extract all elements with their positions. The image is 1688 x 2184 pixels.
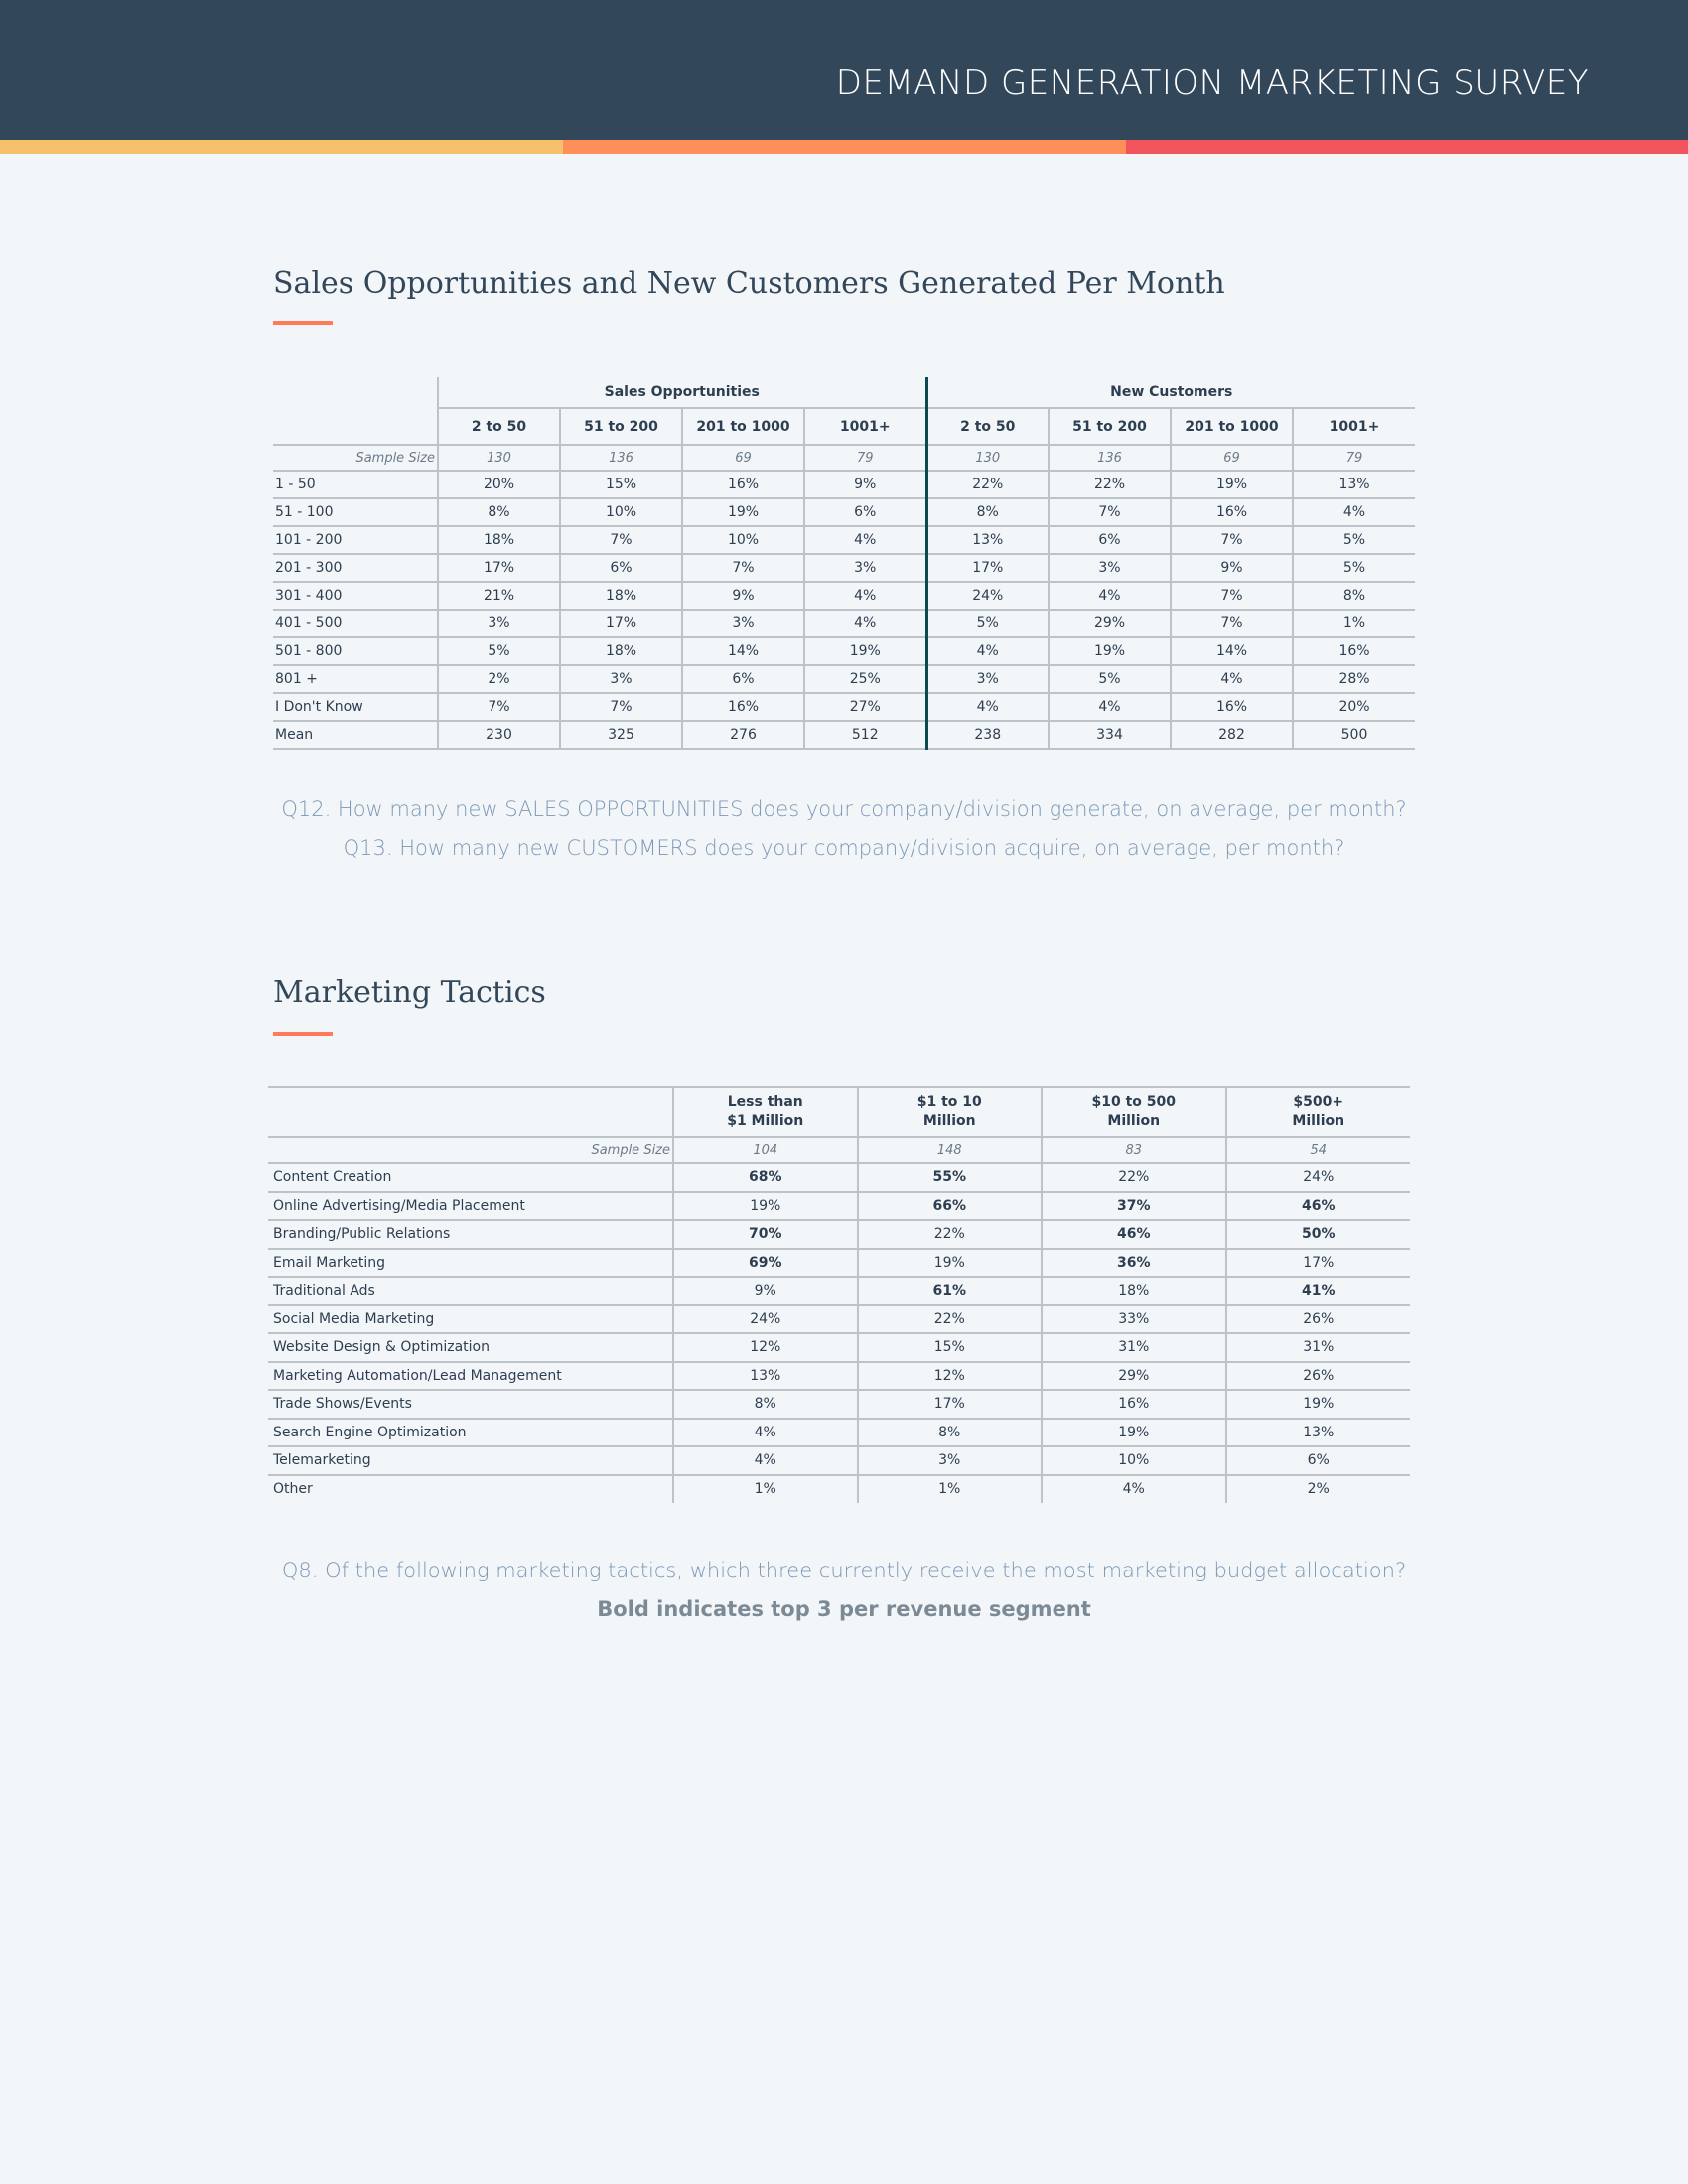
table-cell: 7% xyxy=(1049,498,1171,526)
table-cell: 10% xyxy=(1042,1446,1226,1475)
page-header xyxy=(0,0,1688,140)
table-cell: 66% xyxy=(858,1192,1043,1221)
group-header-row xyxy=(273,377,1415,408)
table-cell: 3% xyxy=(858,1446,1043,1475)
row-label: Telemarketing xyxy=(268,1446,673,1475)
column-header: $10 to 500 Million xyxy=(1042,1087,1226,1137)
column-header: 1001+ xyxy=(1293,408,1415,445)
table-cell: 4% xyxy=(1042,1475,1226,1504)
table-cell: 16% xyxy=(682,693,804,721)
row-label: Email Marketing xyxy=(268,1249,673,1278)
table-cell: 8% xyxy=(438,498,560,526)
table-cell: 5% xyxy=(926,610,1049,637)
table-row xyxy=(268,1475,1410,1504)
table-row xyxy=(273,498,1415,526)
table-row xyxy=(273,610,1415,637)
row-label: 501 - 800 xyxy=(273,637,438,665)
table-cell: 37% xyxy=(1042,1192,1226,1221)
table-cell: 19% xyxy=(673,1192,858,1221)
table-cell: 16% xyxy=(1171,693,1293,721)
table-cell: 10% xyxy=(682,526,804,554)
table-cell: 12% xyxy=(858,1362,1043,1391)
table-cell: 4% xyxy=(804,582,926,610)
row-label: Search Engine Optimization xyxy=(268,1419,673,1447)
table-cell: 19% xyxy=(858,1249,1043,1278)
row-label: Social Media Marketing xyxy=(268,1305,673,1334)
table-cell: 15% xyxy=(858,1333,1043,1362)
table-cell: 7% xyxy=(1171,526,1293,554)
column-header: 201 to 1000 xyxy=(682,408,804,445)
table-cell: 334 xyxy=(1049,721,1171,749)
table-cell: 16% xyxy=(1293,637,1415,665)
table-row xyxy=(273,582,1415,610)
column-header: Less than $1 Million xyxy=(673,1087,858,1137)
sample-size-row xyxy=(268,1137,1410,1163)
table-cell: 2% xyxy=(1226,1475,1411,1504)
table-row xyxy=(273,471,1415,498)
table-cell: 25% xyxy=(804,665,926,693)
column-header: 51 to 200 xyxy=(560,408,682,445)
table-cell: 50% xyxy=(1226,1220,1411,1249)
table-cell: 24% xyxy=(1226,1163,1411,1192)
row-label: 401 - 500 xyxy=(273,610,438,637)
table-cell: 19% xyxy=(1042,1419,1226,1447)
table-cell: 15% xyxy=(560,471,682,498)
table-cell: 500 xyxy=(1293,721,1415,749)
table-row xyxy=(273,665,1415,693)
table-cell: 4% xyxy=(673,1446,858,1475)
column-header-row xyxy=(268,1087,1410,1137)
table-cell: 5% xyxy=(438,637,560,665)
table-cell: 12% xyxy=(673,1333,858,1362)
sample-size-value: 130 xyxy=(926,445,1049,471)
table-cell: 325 xyxy=(560,721,682,749)
table-cell: 4% xyxy=(926,637,1049,665)
table-cell: 18% xyxy=(560,582,682,610)
table-cell: 13% xyxy=(1293,471,1415,498)
table-cell: 7% xyxy=(1171,610,1293,637)
table-cell: 1% xyxy=(858,1475,1043,1504)
row-label: 1 - 50 xyxy=(273,471,438,498)
table-cell: 7% xyxy=(438,693,560,721)
table-cell: 6% xyxy=(804,498,926,526)
table-row xyxy=(268,1419,1410,1447)
column-header: $500+ Million xyxy=(1226,1087,1411,1137)
table-cell: 26% xyxy=(1226,1362,1411,1391)
table-cell: 8% xyxy=(926,498,1049,526)
table-cell: 5% xyxy=(1293,526,1415,554)
column-header: 2 to 50 xyxy=(438,408,560,445)
table-cell: 3% xyxy=(926,665,1049,693)
table-cell: 512 xyxy=(804,721,926,749)
table-cell: 16% xyxy=(1171,498,1293,526)
table-cell: 36% xyxy=(1042,1249,1226,1278)
table-cell: 7% xyxy=(560,526,682,554)
table-cell: 24% xyxy=(926,582,1049,610)
table-row xyxy=(268,1192,1410,1221)
table-cell: 3% xyxy=(804,554,926,582)
table-cell: 17% xyxy=(1226,1249,1411,1278)
row-label: Mean xyxy=(273,721,438,749)
table-row xyxy=(273,721,1415,749)
section2-caption-note: Bold indicates top 3 per revenue segment xyxy=(597,1597,1091,1621)
table-cell: 29% xyxy=(1042,1362,1226,1391)
table-cell: 28% xyxy=(1293,665,1415,693)
table-row xyxy=(273,554,1415,582)
table-cell: 14% xyxy=(1171,637,1293,665)
table-cell: 19% xyxy=(1171,471,1293,498)
table-cell: 1% xyxy=(1293,610,1415,637)
sample-size-value: 79 xyxy=(1293,445,1415,471)
table-cell: 46% xyxy=(1226,1192,1411,1221)
column-header: 1001+ xyxy=(804,408,926,445)
row-label: I Don't Know xyxy=(273,693,438,721)
table-cell: 22% xyxy=(1042,1163,1226,1192)
table-cell: 16% xyxy=(682,471,804,498)
table-row xyxy=(268,1333,1410,1362)
table-cell: 13% xyxy=(926,526,1049,554)
section1-caption-q12: Q12. How many new SALES OPPORTUNITIES does your company/division generate, on average, per month? xyxy=(281,797,1407,821)
table-cell: 20% xyxy=(438,471,560,498)
table-cell: 3% xyxy=(560,665,682,693)
table-cell: 21% xyxy=(438,582,560,610)
table-cell: 19% xyxy=(804,637,926,665)
table-cell: 18% xyxy=(1042,1277,1226,1305)
table-cell: 70% xyxy=(673,1220,858,1249)
table-cell: 230 xyxy=(438,721,560,749)
table-cell: 7% xyxy=(1171,582,1293,610)
sample-size-value: 54 xyxy=(1226,1137,1411,1163)
table-cell: 46% xyxy=(1042,1220,1226,1249)
table-cell: 5% xyxy=(1049,665,1171,693)
group-new-customers: New Customers xyxy=(926,377,1415,408)
table-cell: 29% xyxy=(1049,610,1171,637)
row-label: 801 + xyxy=(273,665,438,693)
table-cell: 9% xyxy=(682,582,804,610)
row-label: 51 - 100 xyxy=(273,498,438,526)
table-body xyxy=(273,471,1415,749)
header-stripe-red xyxy=(1126,140,1688,154)
table-cell: 4% xyxy=(1049,693,1171,721)
table-cell: 3% xyxy=(1049,554,1171,582)
table-cell: 8% xyxy=(1293,582,1415,610)
table-cell: 7% xyxy=(682,554,804,582)
sample-size-row xyxy=(273,445,1415,471)
table-row xyxy=(268,1446,1410,1475)
column-header: 51 to 200 xyxy=(1049,408,1171,445)
table-cell: 68% xyxy=(673,1163,858,1192)
table-cell: 13% xyxy=(673,1362,858,1391)
table-row xyxy=(273,526,1415,554)
table-cell: 8% xyxy=(673,1390,858,1419)
header-stripe-yellow xyxy=(0,140,563,154)
row-label: Content Creation xyxy=(268,1163,673,1192)
sample-size-value: 130 xyxy=(438,445,560,471)
column-header: 2 to 50 xyxy=(926,408,1049,445)
row-label: Other xyxy=(273,1481,313,1498)
table-cell: 19% xyxy=(1049,637,1171,665)
table-row xyxy=(268,1163,1410,1192)
group-sales-opportunities: Sales Opportunities xyxy=(438,377,926,408)
table-row xyxy=(268,1305,1410,1334)
table-cell: 19% xyxy=(1226,1390,1411,1419)
table-cell: 6% xyxy=(682,665,804,693)
table-cell: 4% xyxy=(1049,582,1171,610)
section1-title: Sales Opportunities and New Customers Generated Per Month xyxy=(273,266,1225,301)
table-cell: 4% xyxy=(673,1419,858,1447)
sample-size-label: Sample Size xyxy=(268,1137,673,1163)
table-cell: 4% xyxy=(804,610,926,637)
row-label: Online Advertising/Media Placement xyxy=(268,1192,673,1221)
sales-opportunities-table xyxy=(273,377,1415,750)
table-cell: 2% xyxy=(438,665,560,693)
table-cell: 18% xyxy=(560,637,682,665)
table-cell: 27% xyxy=(804,693,926,721)
table-row xyxy=(268,1390,1410,1419)
sample-size-value: 104 xyxy=(673,1137,858,1163)
table-cell: 20% xyxy=(1293,693,1415,721)
table-cell: 69% xyxy=(673,1249,858,1278)
table-cell: 10% xyxy=(560,498,682,526)
sample-size-value: 79 xyxy=(804,445,926,471)
table-cell: 26% xyxy=(1226,1305,1411,1334)
table-row xyxy=(268,1220,1410,1249)
table-cell: 17% xyxy=(438,554,560,582)
table-cell: 55% xyxy=(858,1163,1043,1192)
table-cell: 276 xyxy=(682,721,804,749)
section1-caption-q13: Q13. How many new CUSTOMERS does your company/division acquire, on average, per month? xyxy=(343,836,1345,860)
table-cell: 18% xyxy=(438,526,560,554)
table-cell: 6% xyxy=(1049,526,1171,554)
table-cell: 5% xyxy=(1293,554,1415,582)
table-body xyxy=(268,1163,1410,1503)
section2-title: Marketing Tactics xyxy=(273,975,546,1010)
table-cell: 9% xyxy=(673,1277,858,1305)
section1-underline xyxy=(273,321,333,325)
table-row xyxy=(268,1249,1410,1278)
sample-size-value: 69 xyxy=(1171,445,1293,471)
sample-size-value: 136 xyxy=(560,445,682,471)
header-stripe-orange xyxy=(563,140,1126,154)
table-cell: 17% xyxy=(560,610,682,637)
table-cell: 4% xyxy=(1293,498,1415,526)
table-cell: 22% xyxy=(858,1305,1043,1334)
table-cell: 9% xyxy=(1171,554,1293,582)
table-cell: 17% xyxy=(926,554,1049,582)
header-title: DEMAND GENERATION MARKETING SURVEY xyxy=(835,64,1589,103)
table-cell: 19% xyxy=(682,498,804,526)
table-row xyxy=(268,1277,1410,1305)
section2-underline xyxy=(273,1032,333,1036)
sample-size-value: 83 xyxy=(1042,1137,1226,1163)
column-header-row xyxy=(273,408,1415,445)
table-cell: 238 xyxy=(926,721,1049,749)
table-cell: 7% xyxy=(560,693,682,721)
table-cell: 4% xyxy=(1171,665,1293,693)
table-cell: 17% xyxy=(858,1390,1043,1419)
table-row xyxy=(273,637,1415,665)
table-cell: 24% xyxy=(673,1305,858,1334)
row-label: Marketing Automation/Lead Management xyxy=(268,1362,673,1391)
table-cell: 22% xyxy=(858,1220,1043,1249)
table-cell: 33% xyxy=(1042,1305,1226,1334)
table-cell: 22% xyxy=(1049,471,1171,498)
table-cell: 14% xyxy=(682,637,804,665)
table-cell: 3% xyxy=(682,610,804,637)
row-label: 201 - 300 xyxy=(273,554,438,582)
sample-size-label: Sample Size xyxy=(273,445,438,471)
sample-size-value: 69 xyxy=(682,445,804,471)
table-cell: 9% xyxy=(804,471,926,498)
table-row xyxy=(268,1362,1410,1391)
table-row xyxy=(273,693,1415,721)
row-label: Branding/Public Relations xyxy=(268,1220,673,1249)
table-cell: 282 xyxy=(1171,721,1293,749)
table-cell: 31% xyxy=(1042,1333,1226,1362)
row-label: Trade Shows/Events xyxy=(268,1390,673,1419)
column-header: $1 to 10 Million xyxy=(858,1087,1043,1137)
table-cell: 3% xyxy=(438,610,560,637)
table-cell: 61% xyxy=(858,1277,1043,1305)
sample-size-value: 148 xyxy=(858,1137,1043,1163)
sample-size-value: 136 xyxy=(1049,445,1171,471)
row-label: Website Design & Optimization xyxy=(268,1333,673,1362)
table-cell: 22% xyxy=(926,471,1049,498)
table-cell: 4% xyxy=(804,526,926,554)
table-cell: 1% xyxy=(673,1475,858,1504)
table-cell: 6% xyxy=(1226,1446,1411,1475)
row-label: 101 - 200 xyxy=(273,526,438,554)
column-header: 201 to 1000 xyxy=(1171,408,1293,445)
table-cell: 8% xyxy=(858,1419,1043,1447)
table-cell: 31% xyxy=(1226,1333,1411,1362)
table-cell: 16% xyxy=(1042,1390,1226,1419)
section2-caption-q8: Q8. Of the following marketing tactics, which three currently receive the most marketing budget allocation? xyxy=(281,1559,1407,1582)
row-label: Traditional Ads xyxy=(268,1277,673,1305)
row-label: 301 - 400 xyxy=(273,582,438,610)
table-cell: 13% xyxy=(1226,1419,1411,1447)
table-cell: 4% xyxy=(926,693,1049,721)
table-cell: 41% xyxy=(1226,1277,1411,1305)
marketing-tactics-table xyxy=(268,1086,1410,1503)
table-cell: 6% xyxy=(560,554,682,582)
